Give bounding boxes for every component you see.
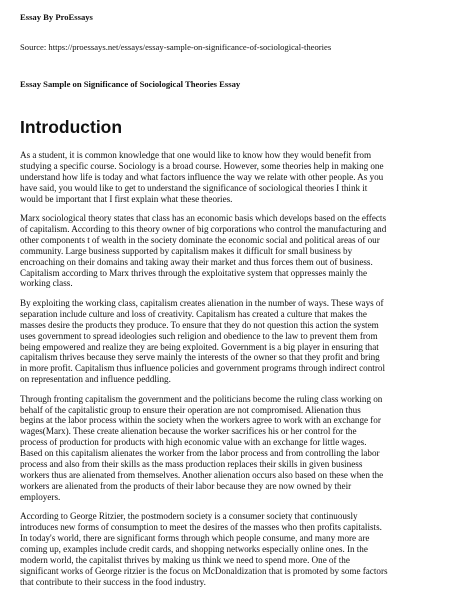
paragraph-line: employers. <box>20 491 61 502</box>
paragraph-line: of capitalism. According to this theory owner of big corporations who control the manufacturing and <box>20 223 387 234</box>
paragraph <box>20 150 460 205</box>
paragraph-line: separation include culture and loss of creativity. Capitalism has created a culture that makes the <box>20 308 367 319</box>
paragraph-line: modern world, the capitalist thrives by making us think we need to spend more. One of the <box>20 554 350 565</box>
paragraph-line: Marx sociological theory states that class has an economic basis which develops based on the effects <box>20 213 387 224</box>
paragraph <box>20 511 460 587</box>
paragraph-line: Through fronting capitalism the government and the politicians become the ruling class working on <box>20 393 383 404</box>
paragraph-line: coming up, examples include credit cards, and shopping networks especially online ones. In the <box>20 543 368 554</box>
paragraph-line: By exploiting the working class, capitalism creates alienation in the number of ways. These ways of <box>20 297 384 308</box>
paragraph-line: understand how life is today and what factors influence the way we relate with other people. As you <box>20 171 384 182</box>
paragraph-line: Capitalism according to Marx thrives through the exploitative system that oppresses mainly the <box>20 267 367 278</box>
paragraph-line: would be important that I first explain what these theories. <box>20 193 233 204</box>
paragraph-line: workers are alienated from the products of their labor because they are now owned by their <box>20 480 352 491</box>
paragraph-line: being empowered and realize they are being exploited. Government is a big player in ensuring that <box>20 341 379 352</box>
paragraph-line: masses desire the products they produce. To ensure that they do not question this action the system <box>20 319 379 330</box>
paragraph-line: that contribute to their success in the food industry. <box>20 576 206 587</box>
paragraph-line: encroaching on their domains and taking away their market and thus forces them out of business. <box>20 256 373 267</box>
essay-body <box>20 150 460 596</box>
section-heading: Introduction <box>20 117 123 137</box>
paragraph-line: capitalism thrives because they serve mainly the interests of the owner so that they profit and bring <box>20 352 380 363</box>
paragraph-line: Based on this capitalism alienates the worker from the labor process and from controlling the labor <box>20 448 380 459</box>
essay-title: Essay Sample on Significance of Sociological Theories Essay <box>20 79 241 89</box>
paragraph-line: begins at the labor process within the society when the workers agree to work with an exchange for <box>20 415 381 426</box>
paragraph-line: In today's world, there are significant forms through which people consume, and many more are <box>20 533 370 543</box>
paragraph-line: workers thus are alienated from themselves. Another alienation occurs also based on these when the <box>20 469 384 480</box>
paragraph-line: community. Large business supported by capitalism makes it difficult for small business by <box>20 245 353 256</box>
paragraph-line: on representation and influence peddling. <box>20 374 171 385</box>
paragraph-line: significant works of George ritzier is the focus on McDonaldization that is promoted by some factors <box>20 565 388 576</box>
paragraph-line: uses government to spread ideologies such religion and obedience to the law to prevent them from <box>20 330 378 341</box>
source-line: Source: https://proessays.net/essays/essay-sample-on-significance-of-sociological-theories <box>20 42 332 52</box>
paragraph-line: have said, you would like to get to understand the significance of sociological theories I think it <box>20 182 368 193</box>
paragraph-line: studying a specific course. Sociology is a broad course. However, some theories help in making one <box>20 160 384 171</box>
paragraph <box>20 394 460 503</box>
paragraph-line: process and also from their skills as the mass production replaces their skills in given business <box>20 459 363 470</box>
paragraph-line: behalf of the capitalistic group to ensure their operation are not compromised. Alienation thus <box>20 404 361 415</box>
paragraph-line: wages(Marx). These create alienation because the worker sacrifices his or her control for the <box>20 426 357 437</box>
paragraph-line: process of production for products with high economic value with an exchange for little wages. <box>20 437 367 448</box>
site-title: Essay By ProEssays <box>20 12 93 22</box>
paragraph-line: According to George Ritzier, the postmodern society is a consumer society that continuously <box>20 511 358 522</box>
paragraph <box>20 213 460 289</box>
paragraph-line: other components t of wealth in the society dominate the economic social and political areas of our <box>20 234 380 245</box>
paragraph-line: As a student, it is common knowledge that one would like to know how they would benefit from <box>20 150 372 160</box>
paragraph <box>20 298 460 385</box>
paragraph-line: in more profit. Capitalism thus influence policies and government programs through indirect control <box>20 363 385 374</box>
paragraph-line: working class. <box>20 278 73 289</box>
paragraph-line: introduces new forms of consumption to meet the desires of the masses who then profits capitalists. <box>20 522 382 533</box>
